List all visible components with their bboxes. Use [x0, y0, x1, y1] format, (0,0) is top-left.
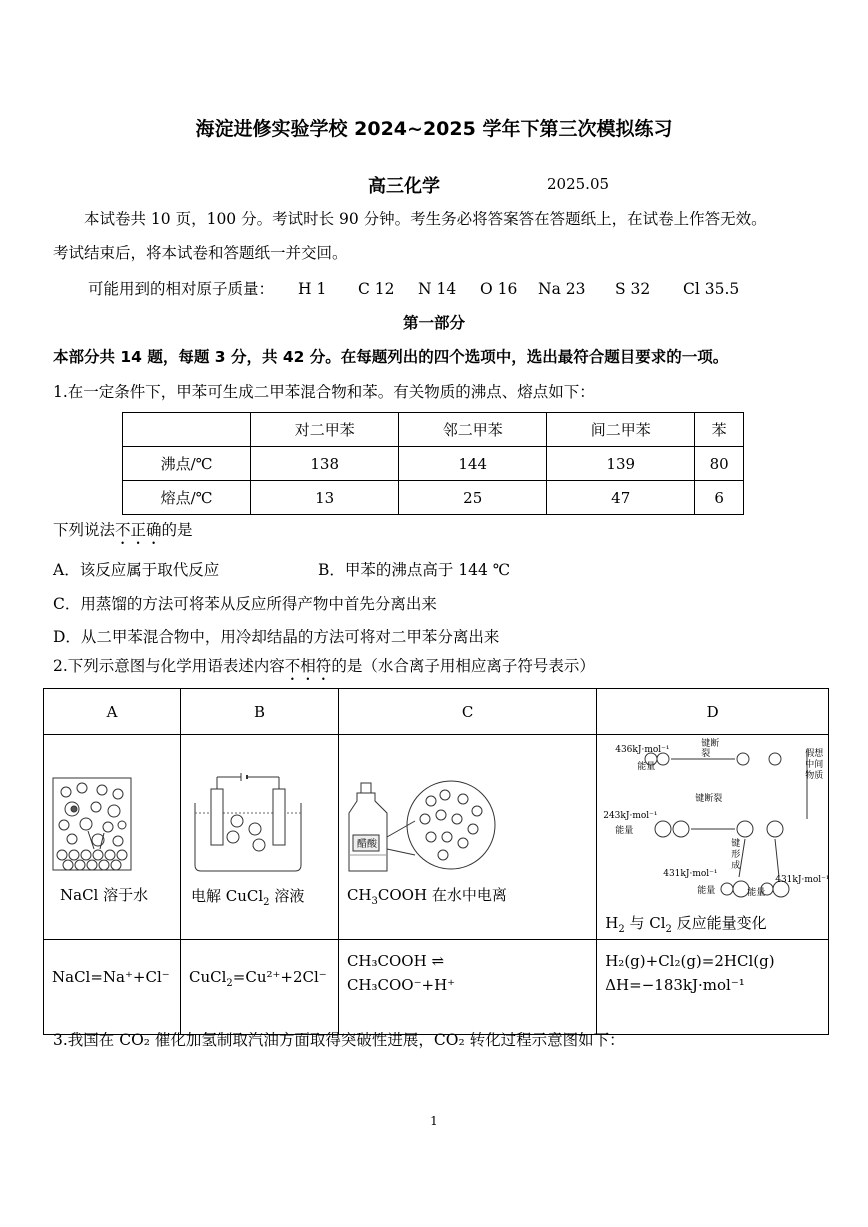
column-header-c: C [338, 689, 596, 735]
q1-prompt-post: 的是 [161, 521, 193, 539]
column-header-a: A [44, 689, 181, 735]
column-header-b: B [180, 689, 338, 735]
q1-option-d: D．从二甲苯混合物中，用冷却结晶的方法可将对二甲苯分离出来 [53, 628, 500, 646]
d-absorb: 能量 [637, 762, 656, 772]
cell-a-diagram [44, 735, 181, 940]
d-bond-form: 键形成 [731, 839, 741, 871]
d-absorb-2: 能量 [615, 826, 634, 836]
eq-c-line2: CH₃COO⁻+H⁺ [346, 976, 456, 994]
q1-option-a: A．该反应属于取代反应 [53, 561, 220, 579]
q2-table [43, 688, 829, 1035]
table-cell: 间二甲苯 [547, 413, 695, 447]
page-number: 1 [430, 1114, 438, 1128]
eq-a-text: NaCl=Na⁺+Cl⁻ [52, 968, 170, 986]
atomic-mass-label: 可能用到的相对原子质量： [88, 280, 275, 298]
q1-table [122, 412, 744, 515]
atomic-mass-o: O 16 [480, 280, 518, 298]
atomic-mass-cl: Cl 35.5 [683, 280, 740, 298]
atomic-mass-s: S 32 [615, 280, 651, 298]
q1-prompt-pre: 下列说法 [53, 521, 116, 539]
cell-b-diagram [180, 735, 338, 940]
table-cell: 80 [695, 447, 744, 481]
table-cell: 熔点/℃ [123, 481, 251, 515]
atomic-mass-na: Na 23 [538, 280, 586, 298]
table-row [123, 481, 744, 515]
cell-c-diagram [338, 735, 596, 940]
eq-d-line2: ΔH=−183kJ·mol⁻¹ [605, 976, 745, 994]
d-release-2: 能量 [747, 888, 766, 898]
d-e431a: 431kJ·mol⁻¹ [663, 869, 718, 879]
eq-c-line1-wrap [347, 952, 588, 970]
atomic-mass-n: N 14 [418, 280, 457, 298]
q2-stem [53, 656, 595, 684]
eq-b-pre: CuCl [188, 968, 227, 986]
eq-d-line1: H₂(g)+Cl₂(g)=2HCl(g) [605, 952, 775, 970]
q1-option-b: B．甲苯的沸点高于 144 ℃ [318, 561, 511, 579]
d-e436: 436kJ·mol⁻¹ [615, 745, 670, 755]
caption-c-text: 在水中电离 [431, 886, 507, 904]
q2-stem-emphasis: 不相符 [284, 657, 332, 675]
exam-date: 2025.05 [547, 175, 610, 193]
intro-line-1: 本试卷共 10 页，100 分。考试时长 90 分钟。考生务必将答案答在答题纸上，在试卷上作答无效。 [84, 210, 767, 228]
q1-option-c: C．用蒸馏的方法可将苯从反应所得产物中首先分离出来 [53, 595, 437, 613]
table-cell: 13 [251, 481, 399, 515]
equilibrium-arrow-icon: ⇌ [431, 952, 445, 970]
d-release: 能量 [697, 886, 716, 896]
d-bond-break: 键断裂 [701, 739, 720, 759]
caption-d: $H_2$ 与 $Cl_2$ 反应能量变化 [605, 914, 767, 935]
eq-a [44, 940, 181, 1035]
caption-d-text: 反应能量变化 [676, 914, 767, 932]
table-cell [123, 413, 251, 447]
caption-b-post: 溶液 [269, 887, 305, 905]
caption-b-pre: 电解 CuCl [190, 887, 264, 905]
table-cell: 沸点/℃ [123, 447, 251, 481]
table-header-row [44, 689, 829, 735]
diagram-row [44, 735, 829, 940]
q1-stem: 1.在一定条件下，甲苯可生成二甲苯混合物和苯。有关物质的沸点、熔点如下： [53, 383, 595, 401]
q1-prompt [53, 520, 193, 548]
caption-b: 电解 CuCl$_2$ 溶液 [190, 887, 305, 908]
d-e431b: 431kJ·mol⁻¹ [775, 875, 830, 885]
table-header-row [123, 413, 744, 447]
caption-c: $CH_3COOH$ 在水中电离 [346, 886, 507, 907]
subject-title: 高三化学 [368, 176, 440, 197]
q3-stem: 3.我国在 CO₂ 催化加氢制取汽油方面取得突破性进展，CO₂ 转化过程示意图如下： [53, 1031, 625, 1049]
bottle-label: 醋酸 [356, 839, 377, 850]
nacl-dissolve-diagram [52, 777, 132, 872]
q2-stem-post: 的是（水合离子用相应离子符号表示） [331, 657, 595, 675]
eq-c-line1: CH₃COOH [346, 952, 427, 970]
exam-title: 海淀进修实验学校 2024~2025 学年下第三次模拟练习 [195, 118, 673, 140]
table-cell: 47 [547, 481, 695, 515]
table-cell: 6 [695, 481, 744, 515]
d-e243: 243kJ·mol⁻¹ [603, 811, 658, 821]
table-cell: 138 [251, 447, 399, 481]
equation-row [44, 940, 829, 1035]
table-cell: 苯 [695, 413, 744, 447]
d-bond-break-2: 键断裂 [695, 794, 723, 804]
intro-line-2: 考试结束后，将本试卷和答题纸一并交回。 [53, 244, 348, 262]
electrolysis-diagram [193, 773, 303, 873]
part-instruction: 本部分共 14 题，每题 3 分，共 42 分。在每题列出的四个选项中，选出最符合题目要求的一项。 [53, 348, 729, 366]
d-hypo: 假想中间物质 [805, 749, 824, 781]
eq-c [338, 940, 596, 1035]
acetic-acid-diagram [347, 767, 497, 877]
table-cell: 139 [547, 447, 695, 481]
table-cell: 对二甲苯 [251, 413, 399, 447]
table-row [123, 447, 744, 481]
part-heading: 第一部分 [402, 314, 465, 332]
eq-b: CuCl$_2$=Cu²⁺+2Cl⁻ [180, 940, 338, 1035]
q1-prompt-emphasis: 不正确 [115, 521, 162, 539]
table-cell: 邻二甲苯 [399, 413, 547, 447]
eq-b-post: =Cu²⁺+2Cl⁻ [232, 968, 327, 986]
atomic-mass-c: C 12 [358, 280, 395, 298]
q2-stem-pre: 2.下列示意图与化学用语表述内容 [53, 657, 285, 675]
column-header-d: D [597, 689, 829, 735]
table-cell: 25 [399, 481, 547, 515]
table-cell: 144 [399, 447, 547, 481]
cell-d-diagram [597, 735, 829, 940]
caption-a: NaCl 溶于水 [60, 886, 149, 904]
eq-d [597, 940, 829, 1035]
atomic-mass-h: H 1 [298, 280, 327, 298]
